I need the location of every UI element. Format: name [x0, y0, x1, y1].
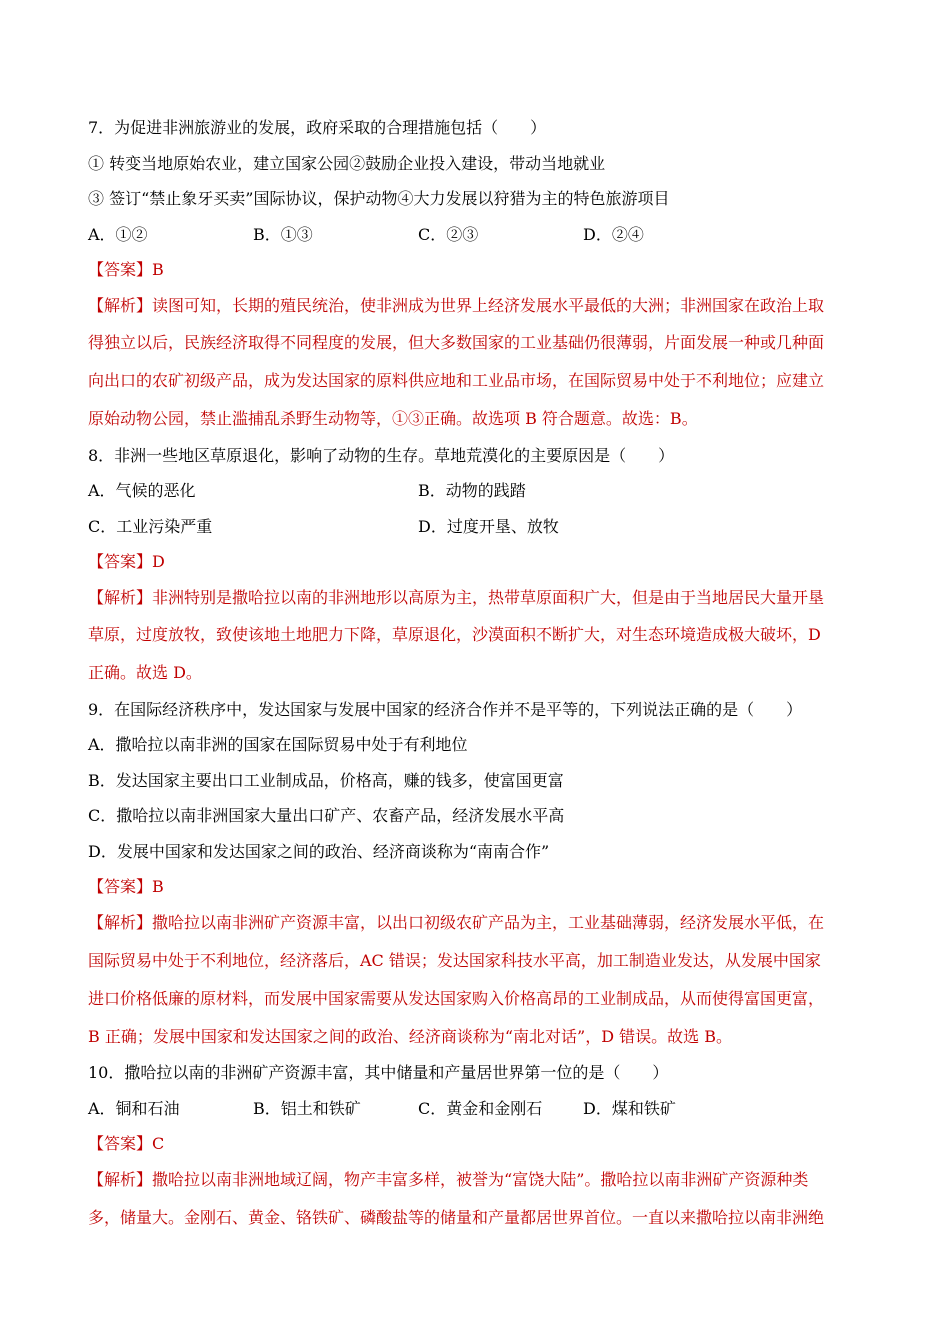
q10-option-d: D．煤和铁矿 [583, 1099, 676, 1118]
answer-tag: 【答案】 [88, 1134, 153, 1153]
q9-option-a: A．撒哈拉以南非洲的国家在国际贸易中处于有利地位 [88, 735, 468, 754]
q10-option-b: B．铝土和铁矿 [253, 1099, 361, 1118]
answer-tag: 【答案】 [88, 552, 153, 571]
q8-option-a: A．气候的恶化 [88, 481, 196, 500]
answer-value: D [152, 552, 165, 571]
analysis-tag: 【解析】 [88, 913, 153, 932]
q7-statement-2: ③ 签订“禁止象牙买卖”国际协议，保护动物④大力发展以狩猎为主的特色旅游项目 [88, 189, 670, 208]
q8-analysis-line-3: 正确。故选 D。 [88, 663, 202, 682]
q8-stem: 8．非洲一些地区草原退化，影响了动物的生存。草地荒漠化的主要原因是（ ） [88, 446, 675, 465]
q9-analysis-line-3: 进口价格低廉的原材料，而发展中国家需要从发达国家购入价格高昂的工业制成品，从而使得富国更富， [88, 989, 825, 1008]
analysis-text: 撒哈拉以南非洲矿产资源丰富，以出口初级农矿产品为主，工业基础薄弱，经济发展水平低，在 [152, 913, 825, 932]
analysis-text: 非洲特别是撒哈拉以南的非洲地形以高原为主，热带草原面积广大，但是由于当地居民大量开垦 [152, 588, 825, 607]
q7-analysis-line-3: 向出口的农矿初级产品，成为发达国家的原料供应地和工业品市场，在国际贸易中处于不利地位；应建立 [88, 371, 825, 390]
answer-value: B [152, 260, 164, 279]
analysis-tag: 【解析】 [88, 296, 153, 315]
q8-analysis-line-2: 草原，过度放牧，致使该地土地肥力下降，草原退化，沙漠面积不断扩大，对生态环境造成极大破坏，D [88, 625, 821, 644]
answer-value: B [152, 877, 164, 896]
q7-stem: 7．为促进非洲旅游业的发展，政府采取的合理措施包括（ ） [88, 118, 547, 137]
q8-option-c: C．工业污染严重 [88, 517, 213, 536]
q8-analysis-line-1 [88, 587, 824, 609]
q7-option-d: D．②④ [583, 225, 644, 244]
q7-statement-1: ① 转变当地原始农业，建立国家公园②鼓励企业投入建设，带动当地就业 [88, 154, 606, 173]
answer-value: C [152, 1134, 165, 1153]
q9-answer [88, 876, 164, 898]
q9-analysis-line-2: 国际贸易中处于不利地位，经济落后，AC 错误；发达国家科技水平高，加工制造业发达，从发展中国家 [88, 951, 821, 970]
analysis-text: 撒哈拉以南非洲地域辽阔，物产丰富多样，被誉为“富饶大陆”。撒哈拉以南非洲矿产资源种类 [152, 1170, 809, 1189]
q10-stem: 10．撒哈拉以南的非洲矿产资源丰富，其中储量和产量居世界第一位的是（ ） [88, 1063, 669, 1082]
q9-option-b: B．发达国家主要出口工业制成品，价格高，赚的钱多，使富国更富 [88, 771, 564, 790]
q7-option-a: A．①② [88, 225, 148, 244]
q7-answer [88, 259, 164, 281]
q9-option-d: D．发展中国家和发达国家之间的政治、经济商谈称为“南南合作” [88, 842, 550, 861]
q7-option-b: B．①③ [253, 225, 313, 244]
answer-tag: 【答案】 [88, 260, 153, 279]
q10-analysis-line-1 [88, 1169, 808, 1191]
q10-analysis-line-2: 多，储量大。金刚石、黄金、铬铁矿、磷酸盐等的储量和产量都居世界首位。一直以来撒哈拉以南非洲绝 [88, 1208, 825, 1227]
q7-analysis-line-4: 原始动物公园，禁止滥捕乱杀野生动物等，①③正确。故选项 B 符合题意。故选：B。 [88, 409, 698, 428]
q10-answer [88, 1133, 164, 1155]
analysis-tag: 【解析】 [88, 1170, 153, 1189]
analysis-text: 读图可知，长期的殖民统治，使非洲成为世界上经济发展水平最低的大洲；非洲国家在政治上取 [152, 296, 825, 315]
q8-option-b: B．动物的践踏 [418, 481, 526, 500]
q7-analysis-line-2: 得独立以后，民族经济取得不同程度的发展，但大多数国家的工业基础仍很薄弱，片面发展一种或几种面 [88, 333, 825, 352]
q9-option-c: C．撒哈拉以南非洲国家大量出口矿产、农畜产品，经济发展水平高 [88, 806, 565, 825]
q10-option-c: C．黄金和金刚石 [418, 1099, 543, 1118]
q8-answer [88, 551, 165, 573]
q9-stem: 9．在国际经济秩序中，发达国家与发展中国家的经济合作并不是平等的，下列说法正确的是（ ） [88, 700, 803, 719]
q7-option-c: C．②③ [418, 225, 479, 244]
q8-option-d: D．过度开垦、放牧 [418, 517, 559, 536]
answer-tag: 【答案】 [88, 877, 153, 896]
q9-analysis-line-4: B 正确；发展中国家和发达国家之间的政治、经济商谈称为“南北对话”，D 错误。故选 B。 [88, 1027, 732, 1046]
q10-option-a: A．铜和石油 [88, 1099, 180, 1118]
analysis-tag: 【解析】 [88, 588, 153, 607]
q7-analysis-line-1 [88, 295, 824, 317]
q9-analysis-line-1 [88, 912, 824, 934]
